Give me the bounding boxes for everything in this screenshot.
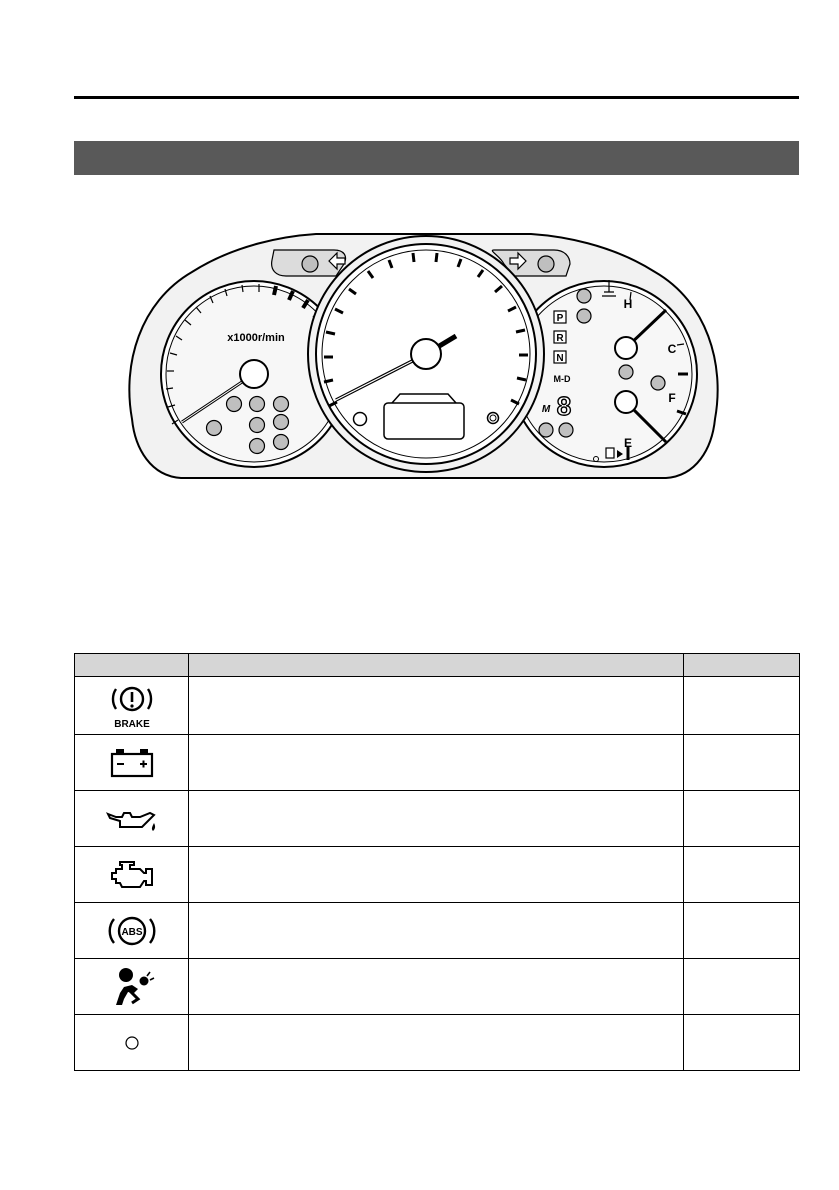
temp-cold-label: C: [667, 342, 677, 356]
temp-hot-label: H: [623, 297, 633, 311]
row-status: [684, 903, 800, 959]
row-description: [189, 959, 684, 1015]
table-row: [75, 791, 800, 847]
tacho-unit-label: x1000r/min: [227, 332, 285, 344]
svg-text:P: P: [556, 313, 564, 324]
svg-text:R: R: [556, 333, 564, 344]
row-status: [684, 959, 800, 1015]
section-header-bar: [74, 141, 799, 175]
airbag-warning-icon: [102, 965, 162, 1009]
row-description: [189, 735, 684, 791]
table-header-row: [75, 654, 800, 677]
fuel-full-label: F: [668, 391, 676, 405]
row-description: [189, 791, 684, 847]
row-status: [684, 677, 800, 735]
table-row: [75, 735, 800, 791]
svg-text:ABS: ABS: [120, 926, 143, 938]
row-description: [189, 903, 684, 959]
column-header-description: [189, 654, 684, 677]
table-row: [75, 1015, 800, 1071]
row-description: [189, 847, 684, 903]
svg-text:M-D: M-D: [553, 374, 571, 384]
table-row: [75, 677, 800, 735]
row-status: [684, 791, 800, 847]
svg-text:N: N: [556, 353, 564, 364]
table-row: [75, 903, 800, 959]
instrument-cluster-illustration: [126, 214, 721, 482]
indicator-light-icon: [102, 1023, 162, 1063]
column-header-icon: [75, 654, 189, 677]
top-rule: [74, 96, 799, 99]
oil-pressure-icon: [102, 799, 162, 839]
svg-text:8: 8: [556, 391, 572, 421]
row-description: [189, 1015, 684, 1071]
table-row: [75, 847, 800, 903]
svg-text:M: M: [541, 404, 551, 415]
row-status: [684, 735, 800, 791]
fuel-empty-label: E: [623, 436, 633, 450]
odometer-display: [384, 403, 464, 439]
brake-warning-icon: [102, 682, 162, 730]
check-engine-icon: [102, 855, 162, 895]
row-description: [189, 677, 684, 735]
warning-lights-table: [74, 653, 800, 1071]
row-status: [684, 1015, 800, 1071]
fuel-pump-icon: [606, 448, 614, 458]
abs-warning-icon: [102, 909, 162, 953]
svg-text:BRAKE: BRAKE: [113, 718, 150, 730]
battery-charge-icon: [102, 743, 162, 783]
column-header-reference: [684, 654, 800, 677]
table-row: [75, 959, 800, 1015]
row-status: [684, 847, 800, 903]
